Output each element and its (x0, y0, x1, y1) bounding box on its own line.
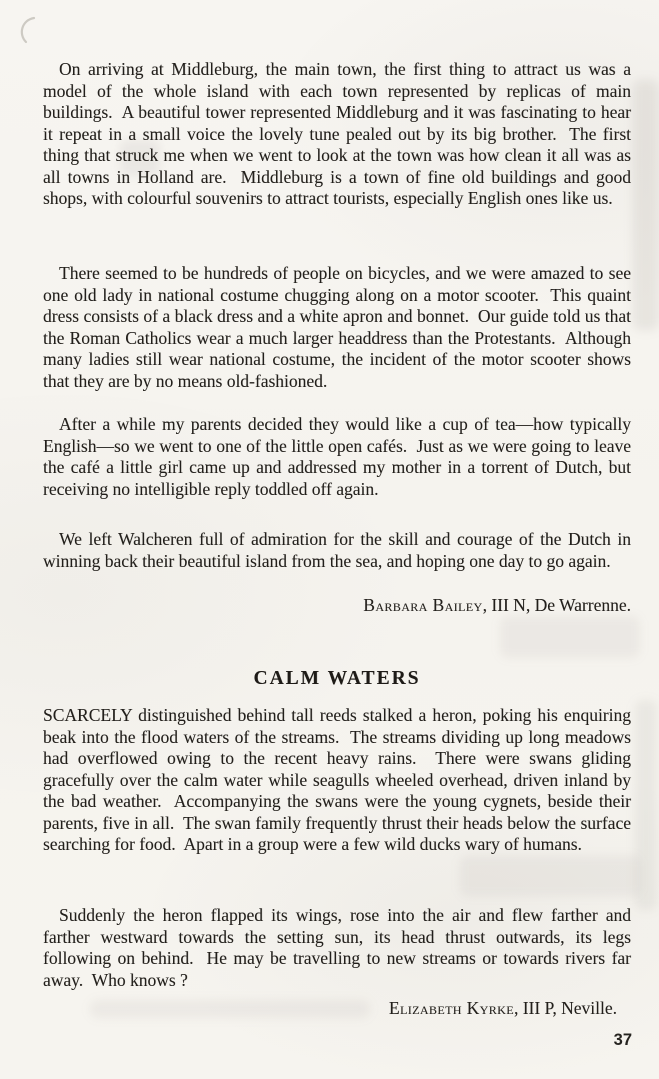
byline-author (43, 998, 631, 1020)
byline-author-detail: , III P, Neville. (513, 998, 617, 1018)
byline-author-detail: , III N, De Warrenne. (482, 595, 631, 615)
show-through-mark (633, 80, 659, 330)
byline-author-name: Elizabeth Kyrke (388, 998, 514, 1018)
paragraph-heron-flies: Suddenly the heron flapped its wings, rose into the air and flew farther and farther westward towards the setting sun, its head thrust outwards, its legs following on behind. He may be travelling to new streams or towards rivers far away. Who knows ? (43, 905, 631, 990)
pencil-mark (10, 12, 50, 56)
paragraph-bicycles-costume: There seemed to be hundreds of people on bicycles, and we were amazed to see one old lady in national costume chugging along on a motor scooter. This quaint dress consists of a black dress and a white apron and bonnet. Our guide told us that the Roman Catholics wear a much larger headdress than the Protestants. Although many ladies still wear national costume, the incident of the motor scooter shows that they are by no means old-fashioned. (43, 263, 631, 391)
show-through-mark (500, 616, 640, 658)
show-through-mark (460, 856, 640, 896)
paragraph-heron-swans: SCARCELY distinguished behind tall reeds stalked a heron, poking his enquiring beak into the flood waters of the streams. The streams dividing up long meadows had overflowed owing to the recent heavy rains. There were swans gliding gracefully over the calm water while seagulls wheeled overhead, driven inland by the bad weather. Accompanying the swans were the young cygnets, beside their parents, five in all. The swan family frequently thrust their heads below the surface searching for food. Apart in a group were a few wild ducks wary of humans. (43, 705, 631, 854)
byline-author (43, 595, 631, 617)
paragraph-leaving-walcheren: We left Walcheren full of admiration for the skill and courage of the Dutch in winning back their beautiful island from the sea, and hoping one day to go again. (43, 529, 631, 571)
article-title-calm-waters: CALM WATERS (253, 668, 421, 689)
byline-author-name: Barbara Bailey (363, 595, 483, 615)
paragraph-tea-cafe: After a while my parents decided they would like a cup of tea—how typically English—so we went to one of the little open cafés. Just as we were going to leave the café a little girl came up and addressed my mother in a torrent of Dutch, but receiving no intelligible reply toddled off again. (43, 414, 631, 499)
page-number: 37 (613, 1031, 632, 1049)
paragraph-middleburg-arrival: On arriving at Middleburg, the main town, the first thing to attract us was a model of the whole island with each town represented by replicas of main buildings. A beautiful tower represented Middleburg and it was fascinating to hear it repeat in a small voice the lovely tune pealed out by its big brother. The first thing that struck me when we went to look at the town was how clean it all was as all towns in Holland are. Middleburg is a town of fine old buildings and good shops, with colourful souvenirs to attract tourists, especially English ones like us. (43, 59, 631, 208)
